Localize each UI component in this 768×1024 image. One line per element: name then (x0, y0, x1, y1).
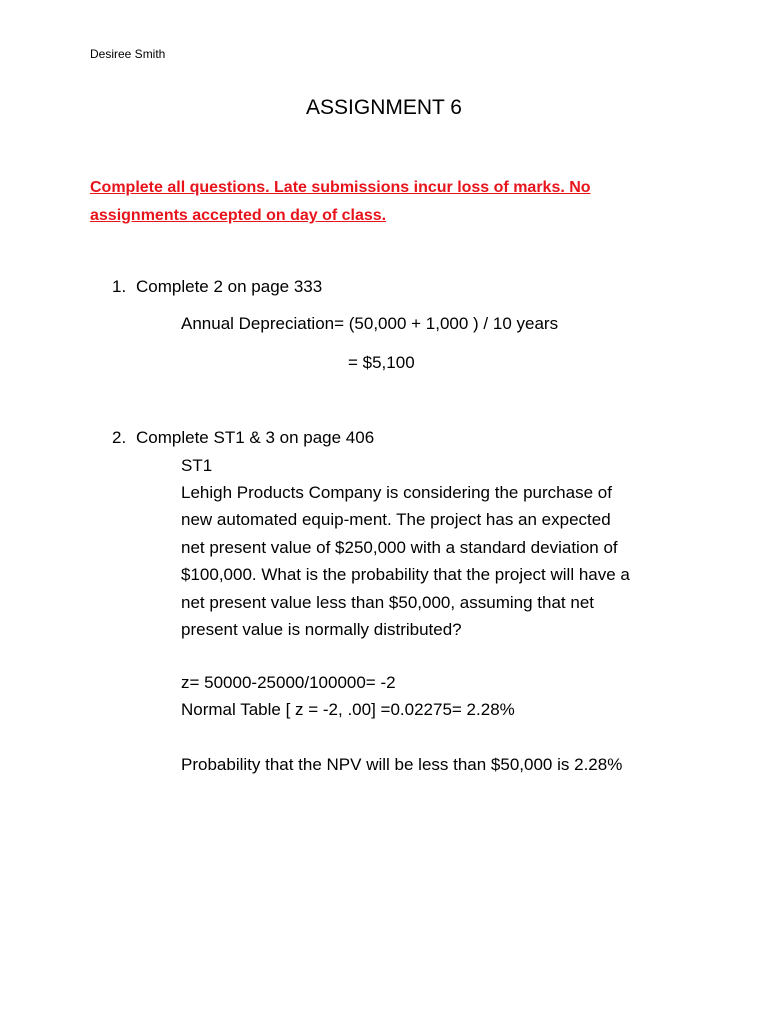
work-result: = $5,100 (348, 353, 415, 372)
question-number: 1. (112, 277, 127, 296)
calc-line: Normal Table [ z = -2, .00] =0.02275= 2.28% (181, 700, 515, 719)
problem-line: net present value of $250,000 with a standard deviation of (181, 537, 618, 557)
notice-line: Complete all questions. Late submissions incur loss of marks. No (90, 179, 591, 196)
question-number: 2. (112, 428, 127, 447)
problem-line: $100,000. What is the probability that the project will have a (181, 565, 630, 585)
calc-line: z= 50000-25000/100000= -2 (181, 673, 396, 692)
question-prompt: Complete 2 on page 333 (136, 277, 323, 296)
problem-statement (181, 479, 681, 643)
instructions-notice (90, 174, 670, 230)
subheading: ST1 (181, 456, 213, 475)
problem-line: Lehigh Products Company is considering the purchase of (181, 483, 612, 502)
problem-line: net present value less than $50,000, assuming that net (181, 592, 594, 612)
work-line: Annual Depreciation= (50,000 + 1,000 ) / 10 years (181, 314, 559, 333)
question-prompt: Complete ST1 & 3 on page 406 (136, 428, 375, 447)
problem-line: new automated equip-ment. The project has an expected (181, 510, 611, 530)
problem-line: present value is normally distributed? (181, 620, 462, 640)
conclusion: Probability that the NPV will be less than $50,000 is 2.28% (181, 755, 623, 774)
notice-line: assignments accepted on day of class. (90, 207, 387, 224)
author-name: Desiree Smith (90, 47, 166, 61)
page-title: ASSIGNMENT 6 (306, 96, 462, 119)
